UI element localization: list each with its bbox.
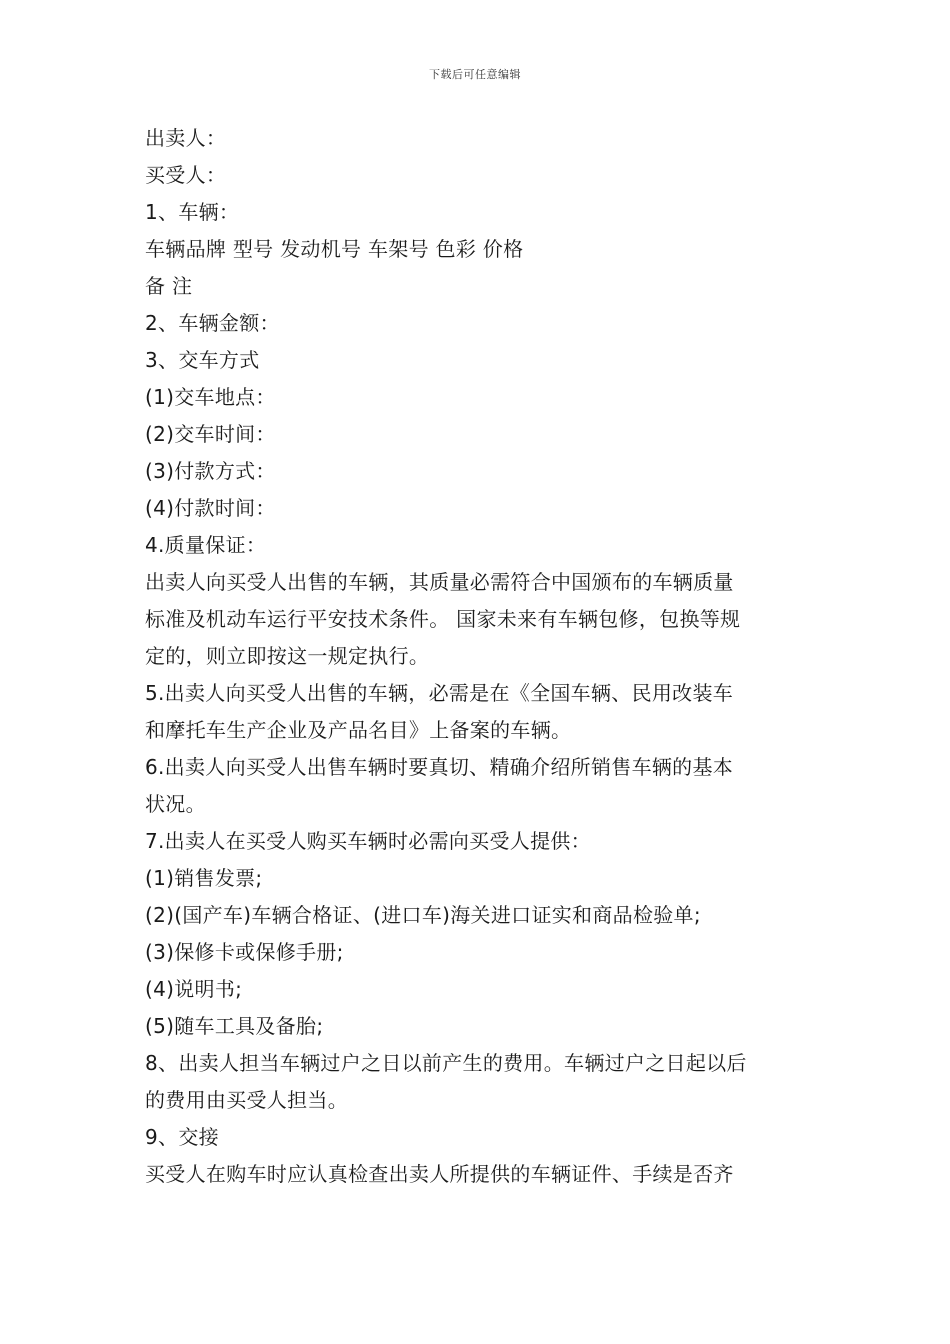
section-9-heading: 9、交接	[145, 1125, 219, 1149]
delivery-time-line: (2)交车时间：	[145, 422, 276, 446]
list-item: (3)保修卡或保修手册;	[145, 940, 344, 964]
section-2-heading: 2、车辆金额：	[145, 311, 280, 335]
section-4-heading: 4.质量保证：	[145, 533, 267, 557]
paragraph-line: 标准及机动车运行平安技术条件。 国家未来有车辆包修，包换等规	[145, 607, 741, 631]
paragraph-line: 状况。	[145, 792, 206, 816]
section-6-line: 6.出卖人向买受人出售车辆时要真切、精确介绍所销售车辆的基本	[145, 755, 734, 779]
paragraph-line: 买受人在购车时应认真检查出卖人所提供的车辆证件、手续是否齐	[145, 1162, 734, 1186]
payment-method-line: (3)付款方式：	[145, 459, 276, 483]
paragraph-line: 出卖人向买受人出售的车辆，其质量必需符合中国颁布的车辆质量	[145, 570, 734, 594]
paragraph-line: 和摩托车生产企业及产品名目》上备案的车辆。	[145, 718, 572, 742]
delivery-location-line: (1)交车地点：	[145, 385, 276, 409]
section-3-heading: 3、交车方式	[145, 348, 260, 372]
list-item: (2)(国产车)车辆合格证、(进口车)海关进口证实和商品检验单;	[145, 903, 701, 927]
section-7-line: 7.出卖人在买受人购买车辆时必需向买受人提供：	[145, 829, 591, 853]
section-8-line: 8、出卖人担当车辆过户之日以前产生的费用。车辆过户之日起以后	[145, 1051, 747, 1075]
section-1-heading: 1、车辆：	[145, 200, 240, 224]
document-body	[145, 120, 810, 1193]
payment-time-line: (4)付款时间：	[145, 496, 276, 520]
section-5-line: 5.出卖人向买受人出售的车辆，必需是在《全国车辆、民用改装车	[145, 681, 734, 705]
list-item: (4)说明书;	[145, 977, 243, 1001]
vehicle-fields-line: 车辆品牌 型号 发动机号 车架号 色彩 价格	[145, 237, 524, 261]
list-item: (1)销售发票;	[145, 866, 263, 890]
paragraph-line: 定的，则立即按这一规定执行。	[145, 644, 430, 668]
remarks-line: 备 注	[145, 274, 193, 298]
list-item: (5)随车工具及备胎;	[145, 1014, 324, 1038]
paragraph-line: 的费用由买受人担当。	[145, 1088, 348, 1112]
buyer-line: 买受人：	[145, 163, 227, 187]
page-header: 下载后可任意编辑	[429, 68, 521, 81]
seller-line: 出卖人：	[145, 126, 227, 150]
